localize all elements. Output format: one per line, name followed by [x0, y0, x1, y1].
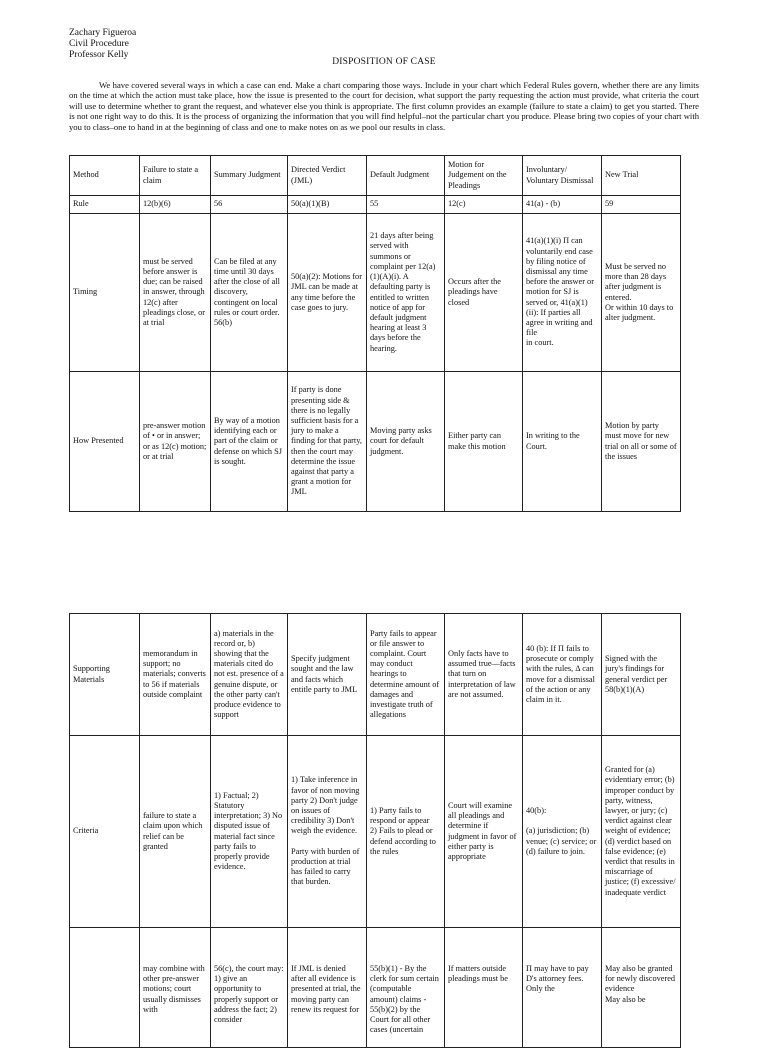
table-cell: 55(b)(1) - By the clerk for sum certain (computable amount) claims - 55(b)(2) by the Court for all other cases (uncertain	[367, 928, 445, 1048]
table-cell: If party is done presenting side & there is no legally sufficient basis for a jury to make a finding for that party, then the court may determine the issue against that party a grant a motion for JML	[288, 372, 367, 512]
table-cell: failure to state a claim upon which relief can be granted	[140, 736, 211, 928]
table-cell: Must be served no more than 28 days after judgment is entered. Or within 10 days to alter judgment.	[602, 214, 681, 372]
table-cell: 56(c), the court may: 1) give an opportunity to properly support or address the fact; 2) consider	[211, 928, 288, 1048]
row-label: Rule	[70, 196, 140, 214]
column-header: Method	[70, 156, 140, 196]
table-header-row	[70, 156, 681, 196]
table-cell: a) materials in the record or, b) showing that the materials cited do not est. presence of a genuine dispute, or the other party can't produce evidence to support	[211, 614, 288, 736]
table-cell: 55	[367, 196, 445, 214]
table-cell: In writing to the Court.	[523, 372, 602, 512]
table-row	[70, 214, 681, 372]
column-header: Directed Verdict (JML)	[288, 156, 367, 196]
table-row	[70, 928, 681, 1048]
table-cell: 50(a)(1)(B)	[288, 196, 367, 214]
table-cell: Motion by party must move for new trial on all or some of the issues	[602, 372, 681, 512]
table-row	[70, 614, 681, 736]
row-label	[70, 928, 140, 1048]
table-row	[70, 196, 681, 214]
professor-name: Professor Kelly	[69, 50, 129, 60]
column-header: New Trial	[602, 156, 681, 196]
table-cell: 50(a)(2): Motions for JML can be made at any time before the case goes to jury.	[288, 214, 367, 372]
table-cell: May also be granted for newly discovered evidence May also be	[602, 928, 681, 1048]
table-cell: Granted for (a) evidentiary error; (b) improper conduct by party, witness, lawyer, or jury; (c) verdict against clear weight of evidence; (d) verdict based on false evidence; (e) verdict that results in miscarriage of justice; (f) excessive/ inadequate verdict	[602, 736, 681, 928]
table-cell: 41(a)(1)(i) Π can voluntarily end case by filing notice of dismissal any time before the answer or motion for SJ is served or, 41(a)(1)(ii): If parties all agree in writing and file in court.	[523, 214, 602, 372]
disposition-table-part-1	[69, 155, 681, 512]
table-cell: 59	[602, 196, 681, 214]
table-cell: Can be filed at any time until 30 days after the close of all discovery, contingent on local rules or court order. 56(b)	[211, 214, 288, 372]
assignment-instructions: We have covered several ways in which a case can end. Make a chart comparing those ways. Include in your chart which Federal Rules govern, whether there are any limits on the time at which the action must take place, how the issue is presented to the court for decision, what support the party requesting the action must provide, what criteria the court will use to determine whether to grant the request, and whatever else you think is appropriate. The first column provides an example (failure to state a claim) to get you started. There is not one right way to do this. It is the process of organizing the information that you will find helpful–not the particular chart you produce. Please bring two copies of your chart with you to class–one to hand in at the beginning of class and one to make notes on as we pool our results in class.	[69, 80, 699, 132]
column-header: Involuntary/ Voluntary Dismissal	[523, 156, 602, 196]
table-cell: 56	[211, 196, 288, 214]
table-cell: If matters outside pleadings must be	[445, 928, 523, 1048]
table-cell: may combine with other pre-answer motions; court usually dismisses with	[140, 928, 211, 1048]
table-cell: 40 (b): If Π fails to prosecute or comply with the rules, Δ can move for a dismissal of the action or any claim in it.	[523, 614, 602, 736]
table-cell: Π may have to pay D's attorney fees. Only the	[523, 928, 602, 1048]
table-cell: 1) Factual; 2) Statutory interpretation; 3) No disputed issue of material fact since party fails to properly provide evidence.	[211, 736, 288, 928]
table-row	[70, 372, 681, 512]
column-header: Summary Judgment	[211, 156, 288, 196]
table-cell: 21 days after being served with summons or complaint per 12(a)(1)(A)(i). A defaulting party is entitled to written notice of app for default judgment hearing at least 3 days before the hearing.	[367, 214, 445, 372]
table-cell: Signed with the jury's findings for general verdict per 58(b)(1)(A)	[602, 614, 681, 736]
row-label: Criteria	[70, 736, 140, 928]
table-cell: 41(a) - (b)	[523, 196, 602, 214]
table-cell: Specify judgment sought and the law and facts which entitle party to JML	[288, 614, 367, 736]
table-cell: Moving party asks court for default judgment.	[367, 372, 445, 512]
column-header: Failure to state a claim	[140, 156, 211, 196]
row-label: How Presented	[70, 372, 140, 512]
table-cell: 1) Take inference in favor of non moving party 2) Don't judge on issues of credibility 3) Don't weigh the evidence. Party with burden of production at trial has failed to carry that burden.	[288, 736, 367, 928]
column-header: Default Judgment	[367, 156, 445, 196]
student-name: Zachary Figueroa	[69, 28, 137, 38]
table-cell: Either party can make this motion	[445, 372, 523, 512]
table-cell: pre-answer motion of • or in answer; or as 12(c) motion; or at trial	[140, 372, 211, 512]
row-label: Supporting Materials	[70, 614, 140, 736]
table-cell: Only facts have to assumed true—facts that turn on interpretation of law are not assumed.	[445, 614, 523, 736]
course-name: Civil Procedure	[69, 39, 129, 49]
table-cell: If JML is denied after all evidence is presented at trial, the moving party can renew its request for	[288, 928, 367, 1048]
document-title: DISPOSITION OF CASE	[332, 57, 436, 67]
column-header: Motion for Judgement on the Pleadings	[445, 156, 523, 196]
table-cell: 12(b)(6)	[140, 196, 211, 214]
table-cell: Court will examine all pleadings and determine if judgment in favor of either party is appropriate	[445, 736, 523, 928]
table-cell: Party fails to appear or file answer to complaint. Court may conduct hearings to determine amount of damages and investigate truth of allegations	[367, 614, 445, 736]
table-cell: Occurs after the pleadings have closed	[445, 214, 523, 372]
table-cell: 1) Party fails to respond or appear 2) Fails to plead or defend according to the rules	[367, 736, 445, 928]
row-label: Timing	[70, 214, 140, 372]
table-cell: 40(b): (a) jurisdiction; (b) venue; (c) service; or (d) failure to join.	[523, 736, 602, 928]
table-cell: 12(c)	[445, 196, 523, 214]
disposition-table-part-2	[69, 613, 681, 1048]
table-cell: By way of a motion identifying each or part of the claim or defense on which SJ is sought.	[211, 372, 288, 512]
table-cell: memorandum in support; no materials; converts to 56 if materials outside complaint	[140, 614, 211, 736]
table-cell: must be served before answer is due; can be raised in answer, through 12(c) after pleadings close, or at trial	[140, 214, 211, 372]
table-row	[70, 736, 681, 928]
